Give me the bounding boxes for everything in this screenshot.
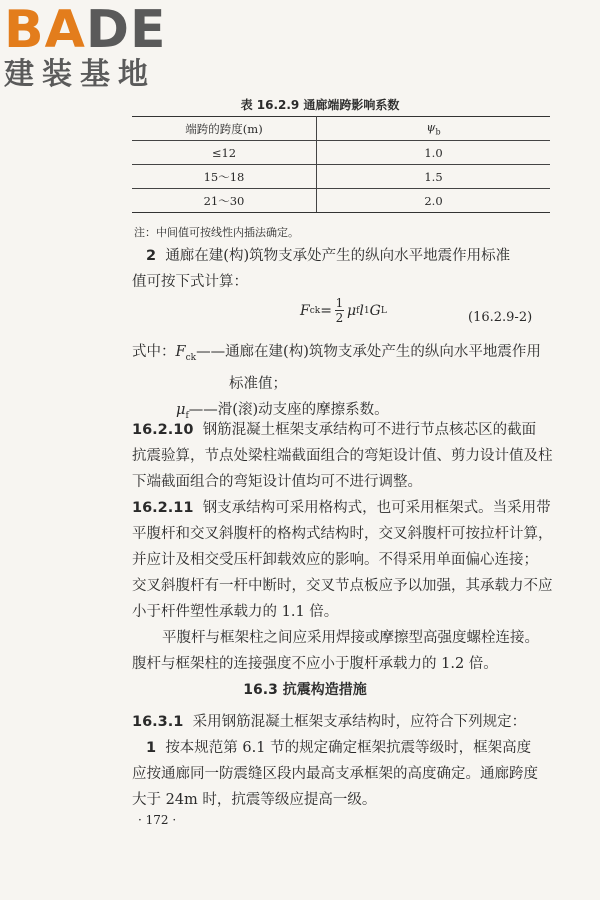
clause-16-3-1: 16.3.1 采用钢筋混凝土框架支承结构时，应符合下列规定： 1 按本规范第 6.1 节的规定确定框架抗震等级时，框架高度 应按通廊同一防震缝区段内最高支承框架的高度确定。通廊跨度 大于 24m 时，抗震等级应提高一级。 xyxy=(132,714,538,808)
table-cell: 1.0 xyxy=(317,141,551,165)
clause-16-2-10: 16.2.10 钢筋混凝土框架支承结构可不进行节点核芯区的截面 抗震验算，节点处梁柱端截面组合的弯矩设计值、剪力设计值及柱 下端截面组合的弯矩设计值均可不进行调整。 xyxy=(132,422,553,490)
table-cell: 2.0 xyxy=(317,189,551,213)
table-cell: 1.5 xyxy=(317,165,551,189)
coefficient-table xyxy=(132,116,550,213)
table-cell: ≤12 xyxy=(132,141,317,165)
formula: F ck = $\frac{1}{2}$ μ f l 1 G L xyxy=(300,296,387,325)
table-note: 注：中间值可按线性内插法确定。 xyxy=(134,226,299,239)
paragraph-item-2: 2 通廊在建(构)筑物支承处产生的纵向水平地震作用标准 值可按下式计算： xyxy=(132,248,511,290)
table-header-psi: $\psi_b$ xyxy=(317,117,551,141)
table-row xyxy=(132,189,550,213)
page-number: · 172 · xyxy=(138,813,177,827)
table-row xyxy=(132,165,550,189)
logo-wordmark: BADE xyxy=(4,0,167,60)
table-header-span: 端跨的跨度(m) xyxy=(132,117,317,141)
logo-subtitle: 建装基地 xyxy=(4,57,156,92)
table-header-row xyxy=(132,117,550,141)
table-cell: 15～18 xyxy=(132,165,317,189)
equation-number: (16.2.9-2) xyxy=(468,310,533,325)
table-row xyxy=(132,141,550,165)
table-title: 表 16.2.9 通廊端跨影响系数 xyxy=(240,98,400,112)
where-clause: 式中：$F_{ck}——$通廊在建(构)筑物支承处产生的纵向水平地震作用 标准值； $\mu_f——$滑(滚)动支座的摩擦系数。 xyxy=(132,344,541,421)
section-title: 16.3 抗震构造措施 xyxy=(243,682,367,698)
table-cell: 21～30 xyxy=(132,189,317,213)
brand-logo xyxy=(4,0,167,92)
clause-16-2-11: 16.2.11 钢支承结构可采用格构式，也可采用框架式。当采用带 平腹杆和交叉斜腹杆的格构式结构时，交叉斜腹杆可按拉杆计算， 并应计及相交受压杆卸载效应的影响。不得采用单面偏心连接； 交叉斜腹杆有一杆中断时，交叉节点板应予以加强，其承载力不应 小于杆件塑性承载力的 1.1 倍。 平腹杆与框架柱之间应采用焊接或摩擦型高强度螺栓连接。 腹杆与框架柱的连接强度不应小于腹杆承载力的 1.2 倍。 xyxy=(132,500,553,672)
